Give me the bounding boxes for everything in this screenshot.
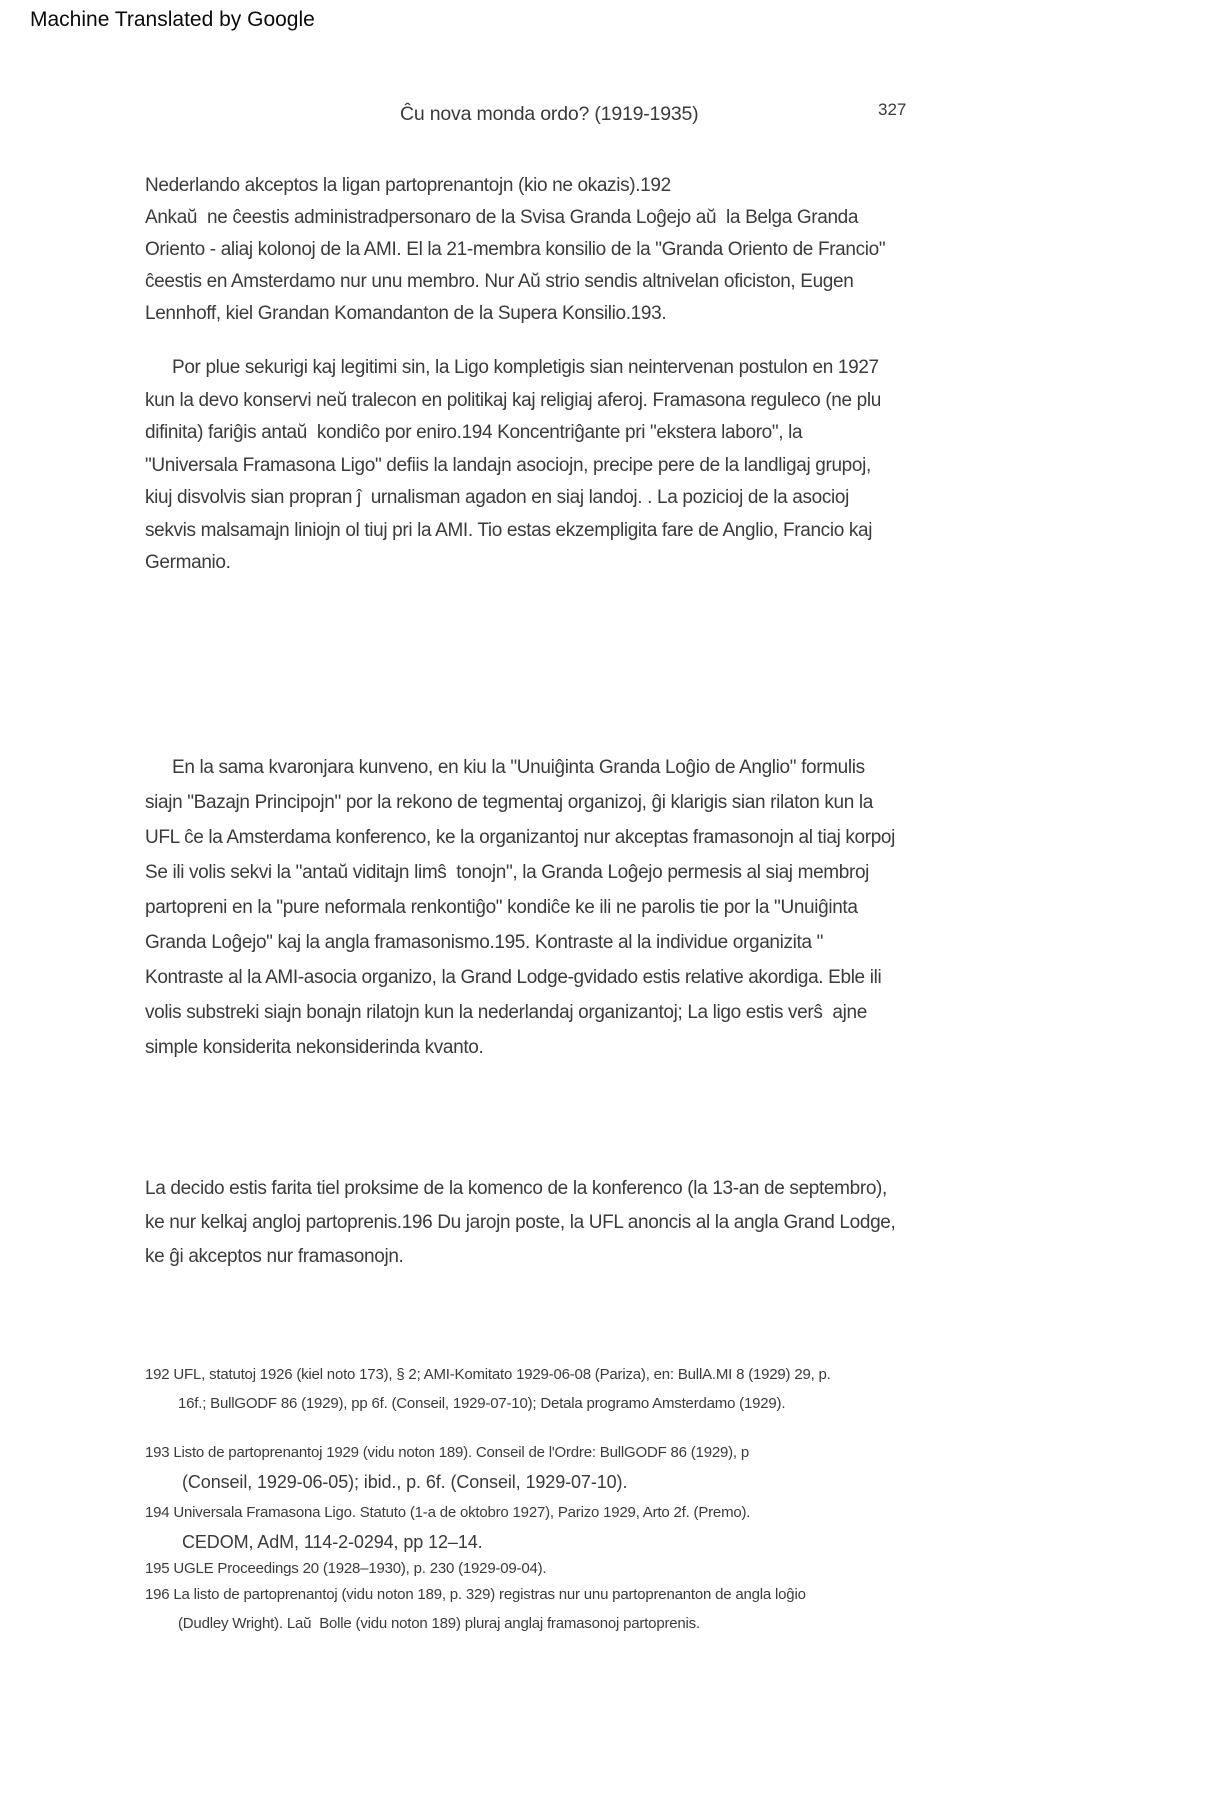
paragraph-2 bbox=[145, 352, 1135, 580]
text-line: "Universala Framasona Ligo" defiis la landajn asociojn, precipe pere de la landligaj grupoj, bbox=[145, 454, 871, 476]
text-line: En la sama kvaronjara kunveno, en kiu la "Unuiĝinta Granda Loĝio de Anglio" formulis bbox=[172, 757, 865, 778]
text-line: sekvis malsamajn liniojn ol tiuj pri la AMI. Tio estas ekzempligita fare de Anglio, Francio kaj bbox=[145, 519, 873, 541]
text-line: siajn "Bazajn Principojn" por la rekono de tegmentaj organizoj, ĝi klarigis sian rilaton kun la bbox=[145, 792, 873, 813]
text-line: simple konsiderita nekonsiderinda kvanto. bbox=[145, 1037, 484, 1058]
footnote-line: 196 La listo de partoprenantoj (vidu noton 189, p. 329) registras nur unu partoprenanton de angla loĝio bbox=[145, 1586, 806, 1603]
text-line: kiuj disvolvis sian propran ĵ urnalisman agadon en siaj landoj. . La pozicioj de la asocioj bbox=[145, 487, 849, 508]
text-line: Germanio. bbox=[145, 552, 231, 573]
text-line: ke ĝi akceptos nur framasonojn. bbox=[145, 1246, 404, 1267]
text-line: Ankaŭ ne ĉeestis administradpersonaro de la Svisa Granda Loĝejo aŭ la Belga Granda bbox=[145, 207, 859, 228]
footnote-line: (Dudley Wright). Laŭ Bolle (vidu noton 189) pluraj anglaj framasonoj partoprenis. bbox=[178, 1615, 700, 1632]
text-line: Oriento - aliaj kolonoj de la AMI. El la 21-membra konsilio de la "Granda Oriento de Francio" bbox=[145, 239, 886, 260]
footnote-195 bbox=[145, 1554, 1135, 1583]
text-line: difinita) fariĝis antaŭ kondiĉo por eniro.194 Koncentriĝante pri "ekstera laboro", la bbox=[145, 422, 803, 443]
paragraph-3 bbox=[145, 750, 1135, 1065]
footnote-line: 194 Universala Framasona Ligo. Statuto (1-a de oktobro 1927), Parizo 1929, Arto 2f. (Premo). bbox=[145, 1504, 751, 1521]
footnote-192 bbox=[145, 1360, 1135, 1418]
chapter-title: Ĉu nova monda ordo? (1919-1935) bbox=[400, 103, 699, 125]
page-number: 327 bbox=[878, 100, 907, 119]
text-line: Granda Loĝejo" kaj la angla framasonismo.195. Kontraste al la individue organizita " bbox=[145, 932, 824, 953]
text-line: kun la devo konservi neŭ tralecon en politikaj kaj religiaj aferoj. Framasona reguleco (ne plu bbox=[145, 389, 881, 411]
text-line: UFL ĉe la Amsterdama konferenco, ke la organizantoj nur akceptas framasonojn al tiaj korpoj bbox=[145, 827, 896, 848]
text-line: Nederlando akceptos la ligan partoprenantojn (kio ne okazis).192 bbox=[145, 175, 671, 196]
text-line: Se ili volis sekvi la "antaŭ viditajn limŝ tonojn", la Granda Loĝejo permesis al siaj membroj bbox=[145, 862, 870, 883]
paragraph-1 bbox=[145, 170, 1135, 330]
footnote-196 bbox=[145, 1580, 1135, 1638]
text-line: Por plue sekurigi kaj legitimi sin, la Ligo kompletigis sian neintervenan postulon en 1927 bbox=[172, 357, 879, 378]
text-line: Lennhoff, kiel Grandan Komandanton de la Supera Konsilio.193. bbox=[145, 303, 667, 324]
footnote-line: CEDOM, AdM, 114-2-0294, pp 12–14. bbox=[182, 1532, 483, 1552]
text-line: ĉeestis en Amsterdamo nur unu membro. Nur Aŭ strio sendis altnivelan oficiston, Eugen bbox=[145, 271, 854, 292]
text-line: ke nur kelkaj angloj partoprenis.196 Du jarojn poste, la UFL anoncis al la angla Grand Lodge, bbox=[145, 1212, 896, 1233]
text-line: partopreni en la "pure neformala renkontiĝo" kondiĉe ke ili ne parolis tie por la "Unuiĝinta bbox=[145, 897, 858, 918]
footnote-193 bbox=[145, 1438, 1135, 1498]
paragraph-4 bbox=[145, 1172, 1135, 1274]
footnote-line: 16f.; BullGODF 86 (1929), pp 6f. (Conseil, 1929-07-10); Detala programo Amsterdamo (1929). bbox=[178, 1395, 786, 1412]
text-line: volis substreki siajn bonajn rilatojn kun la nederlandaj organizantoj; La ligo estis verŝ ajne bbox=[145, 1002, 867, 1023]
text-line: Kontraste al la AMI-asocia organizo, la Grand Lodge-gvidado estis relative akordiga. Eble ili bbox=[145, 967, 882, 988]
footnote-line: 192 UFL, statutoj 1926 (kiel noto 173), § 2; AMI-Komitato 1929-06-08 (Pariza), en: BullA.MI 8 (1929) 29, p. bbox=[145, 1366, 831, 1383]
machine-translated-banner: Machine Translated by Google bbox=[30, 8, 315, 31]
text-line: La decido estis farita tiel proksime de la komenco de la konferenco (la 13-an de septembro), bbox=[145, 1178, 887, 1199]
footnote-194 bbox=[145, 1498, 1135, 1558]
footnote-line: 195 UGLE Proceedings 20 (1928–1930), p. 230 (1929-09-04). bbox=[145, 1560, 547, 1577]
footnote-line: 193 Listo de partoprenantoj 1929 (vidu noton 189). Conseil de l'Ordre: BullGODF 86 (1929), p bbox=[145, 1444, 749, 1461]
footnote-line: (Conseil, 1929-06-05); ibid., p. 6f. (Conseil, 1929-07-10). bbox=[182, 1472, 628, 1492]
